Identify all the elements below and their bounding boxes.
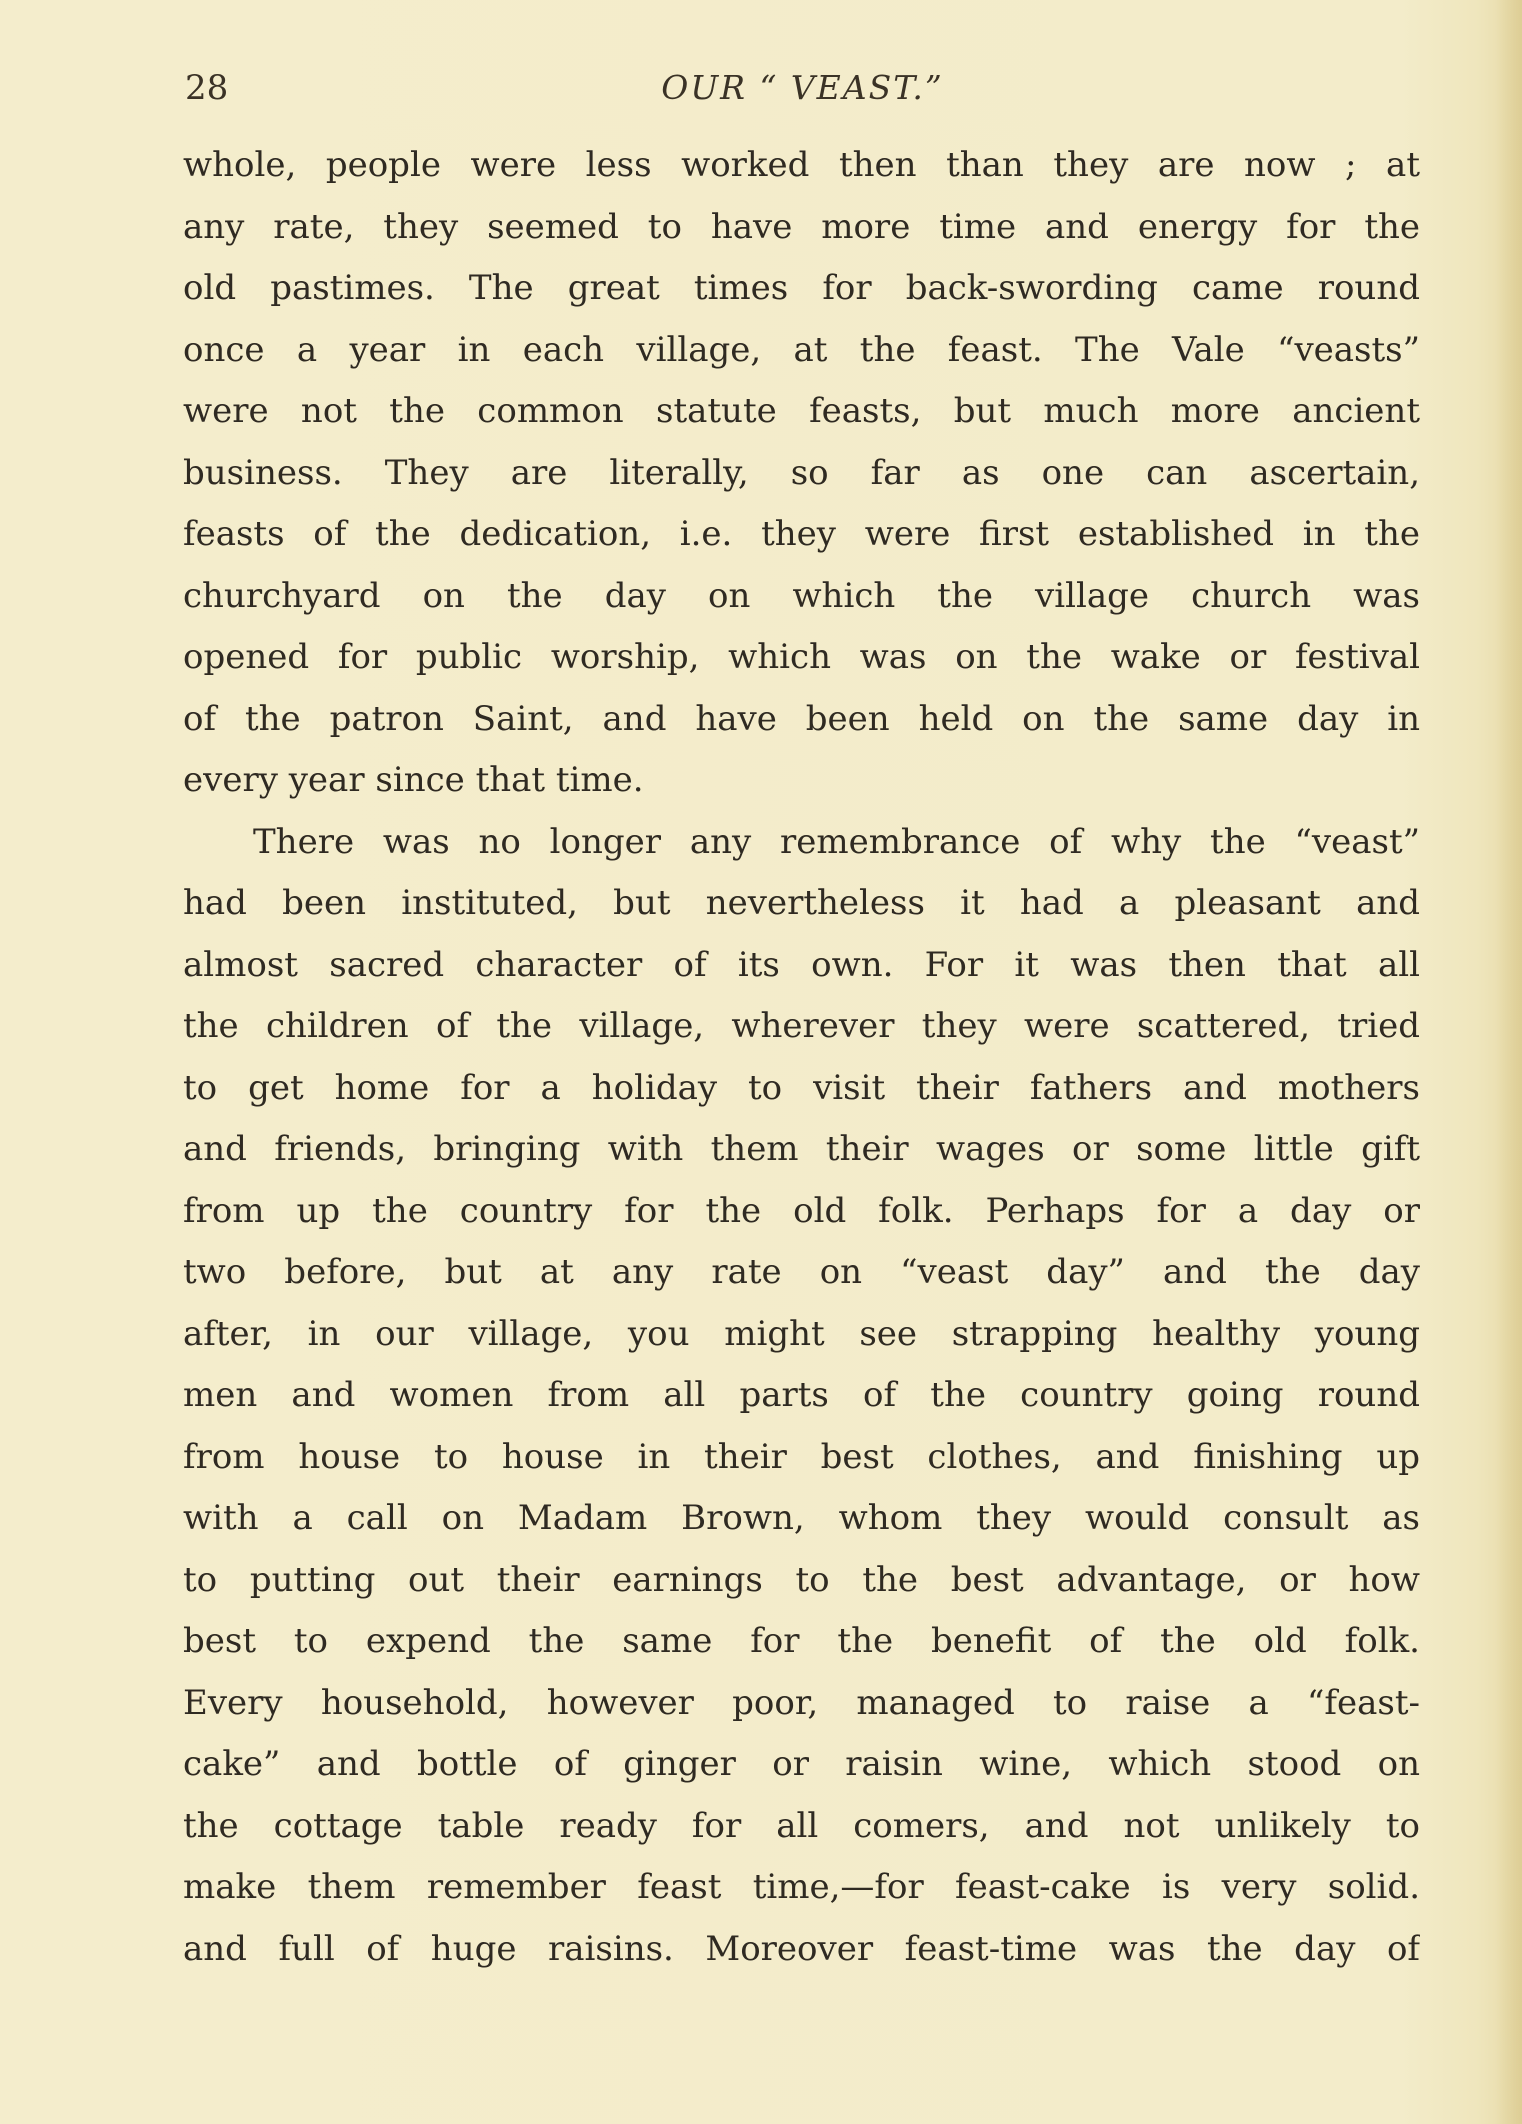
text-line: opened for public worship, which was on the wake or festival [183, 637, 1420, 677]
text-line: after, in our village, you might see strapping healthy young [183, 1313, 1420, 1354]
text-line: the children of the village, wherever they were scattered, tried [183, 1006, 1420, 1046]
body-text [183, 135, 1420, 1980]
text-line: men and women from all parts of the country going round [183, 1375, 1420, 1415]
page-number: 28 [185, 68, 229, 108]
text-line: make them remember feast time,—for feast-cake is very solid. [183, 1867, 1420, 1907]
text-line: were not the common statute feasts, but much more ancient [183, 391, 1420, 431]
text-line: to putting out their earnings to the best advantage, or how [183, 1559, 1420, 1600]
text-line: feasts of the dedication, i.e. they were first established in the [183, 514, 1420, 554]
text-line: churchyard on the day on which the village church was [183, 575, 1420, 616]
running-title: OUR “ VEAST.” [661, 68, 944, 107]
text-line: from up the country for the old folk. Perhaps for a day or [183, 1190, 1420, 1231]
text-line: with a call on Madam Brown, whom they would consult as [183, 1498, 1420, 1538]
page-edge-shadow [1496, 0, 1522, 2124]
text-line: and friends, bringing with them their wages or some little gift [183, 1129, 1420, 1169]
text-line: any rate, they seemed to have more time and energy for the [183, 206, 1420, 247]
paragraph-first-line: There was no longer any remembrance of why the “veast” [253, 821, 1420, 862]
text-line: the cottage table ready for all comers, and not unlikely to [183, 1805, 1420, 1846]
text-line: to get home for a holiday to visit their fathers and mothers [183, 1067, 1420, 1108]
text-line: of the patron Saint, and have been held on the same day in [183, 698, 1420, 739]
text-line: two before, but at any rate on “veast day” and the day [183, 1252, 1420, 1292]
text-line: old pastimes. The great times for back-swording came round [183, 268, 1420, 308]
paragraph-last-line: every year since that time. [183, 760, 644, 800]
text-line: cake” and bottle of ginger or raisin wine, which stood on [183, 1744, 1420, 1784]
text-line: and full of huge raisins. Moreover feast-time was the day of [183, 1928, 1420, 1969]
text-line: whole, people were less worked then than they are now ; at [183, 145, 1420, 185]
text-line: business. They are literally, so far as one can ascertain, [183, 452, 1420, 493]
page-header [185, 64, 1420, 112]
text-line: best to expend the same for the benefit of the old folk. [183, 1621, 1420, 1661]
text-line: from house to house in their best clothes, and finishing up [183, 1436, 1420, 1477]
text-line: Every household, however poor, managed to raise a “feast- [183, 1682, 1420, 1723]
text-line: had been instituted, but nevertheless it had a pleasant and [183, 883, 1420, 923]
text-line: almost sacred character of its own. For it was then that all [183, 944, 1420, 985]
text-line: once a year in each village, at the feast. The Vale “veasts” [183, 329, 1420, 370]
